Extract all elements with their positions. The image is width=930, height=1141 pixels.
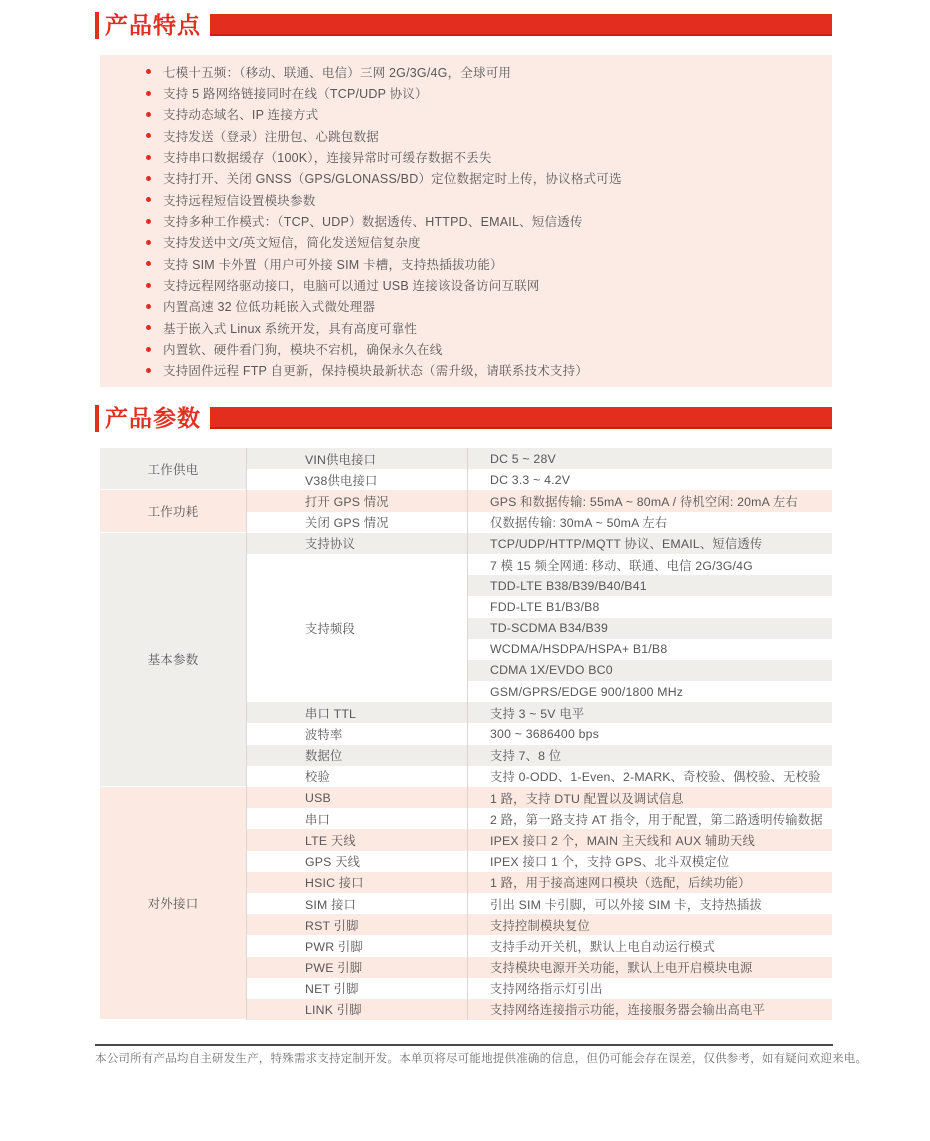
feature-item-text: 支持打开、关闭 GNSS（GPS/GLONASS/BD）定位数据定时上传，协议格式可选 — [163, 172, 622, 187]
feature-item — [100, 146, 832, 167]
param-category-cell: 基本参数 — [100, 533, 246, 787]
feature-item — [100, 210, 832, 231]
param-value-cell: 300 ~ 3686400 bps — [490, 727, 600, 742]
param-value-cell: 支持控制模块复位 — [467, 914, 832, 935]
param-name-cell: RST 引脚 — [246, 914, 467, 935]
param-name-cell: GPS 天线 — [305, 855, 361, 870]
param-name-cell: SIM 接口 — [305, 897, 357, 912]
param-category-cell: 工作供电 — [100, 448, 246, 490]
param-name-cell: 数据位 — [246, 745, 467, 766]
features-panel — [100, 55, 832, 387]
param-name-cell: 串口 — [305, 812, 330, 827]
param-value-cell: 支持 7、8 位 — [467, 745, 832, 766]
param-value-cell: IPEX 接口 2 个，MAIN 主天线和 AUX 辅助天线 — [467, 829, 832, 850]
param-name-cell: LINK 引脚 — [246, 999, 467, 1020]
param-name-cell: 串口 TTL — [246, 702, 467, 723]
feature-item — [100, 253, 832, 274]
param-value-cell: 支持网络连接指示功能，连接服务器会输出高电平 — [467, 999, 832, 1020]
title-accent-bar — [95, 12, 99, 39]
param-value-cell: DC 3.3 ~ 4.2V — [490, 472, 571, 487]
feature-item-text: 支持 5 路网络链接同时在线（TCP/UDP 协议） — [163, 87, 428, 102]
param-value-cell: FDD-LTE B1/B3/B8 — [490, 599, 600, 614]
feature-item — [100, 232, 832, 253]
param-value-cell: 7 模 15 频全网通: 移动、联通、电信 2G/3G/4G — [490, 558, 753, 573]
bullet-dot-icon — [146, 261, 151, 266]
param-category-cell: 工作功耗 — [100, 490, 246, 532]
feature-item — [100, 189, 832, 210]
feature-item — [100, 360, 832, 381]
feature-item-text: 支持远程网络驱动接口，电脑可以通过 USB 连接该设备访问互联网 — [163, 279, 540, 294]
feature-item-text: 支持发送（登录）注册包、心跳包数据 — [163, 129, 379, 144]
param-name-cell: VIN供电接口 — [246, 448, 467, 469]
bullet-dot-icon — [146, 112, 151, 117]
feature-item-text: 支持远程短信设置模块参数 — [163, 193, 316, 208]
param-name-cell: 支持协议 — [246, 533, 467, 554]
bullet-dot-icon — [146, 69, 151, 74]
param-value-cell: 支持手动开关机，默认上电自动运行模式 — [490, 939, 715, 954]
param-value-cell: 仅数据传输: 30mA ~ 50mA 左右 — [490, 516, 668, 531]
feature-item-text: 支持动态域名、IP 连接方式 — [163, 108, 319, 123]
param-value-cell: 引出 SIM 卡引脚，可以外接 SIM 卡，支持热插拔 — [490, 897, 762, 912]
param-name-cell: 校验 — [305, 770, 330, 785]
param-name-cell: 波特率 — [305, 728, 343, 743]
params-table — [100, 448, 832, 1020]
feature-item-text: 内置高速 32 位低功耗嵌入式微处理器 — [163, 300, 376, 315]
param-name-cell: PWE 引脚 — [246, 957, 467, 978]
features-section-title: 产品特点 — [105, 11, 201, 38]
title-accent-bar — [95, 405, 99, 432]
feature-item — [100, 82, 832, 103]
feature-item — [100, 61, 832, 82]
param-name-cell: V38供电接口 — [305, 473, 378, 488]
param-value-cell: CDMA 1X/EVDO BC0 — [467, 660, 832, 681]
param-value-cell: 2 路，第一路支持 AT 指令，用于配置，第二路透明传输数据 — [490, 812, 823, 827]
param-value-cell: 1 路，支持 DTU 配置以及调试信息 — [467, 787, 832, 808]
bullet-dot-icon — [146, 283, 151, 288]
param-value-cell: IPEX 接口 1 个，支持 GPS、北斗双模定位 — [490, 855, 730, 870]
bullet-dot-icon — [146, 304, 151, 309]
bullet-dot-icon — [146, 197, 151, 202]
feature-item — [100, 338, 832, 359]
param-category-cell: 对外接口 — [100, 787, 246, 1020]
param-name-cell: 打开 GPS 情况 — [246, 490, 467, 511]
param-value-cell: 支持 3 ~ 5V 电平 — [467, 702, 832, 723]
bullet-dot-icon — [146, 133, 151, 138]
features-list — [100, 61, 832, 381]
param-value-cell: WCDMA/HSDPA/HSPA+ B1/B8 — [490, 642, 668, 657]
param-name-cell: 关闭 GPS 情况 — [305, 516, 389, 531]
param-name-cell: USB — [246, 787, 467, 808]
param-name-cell: HSIC 接口 — [246, 872, 467, 893]
column-divider — [467, 448, 468, 1020]
bullet-dot-icon — [146, 91, 151, 96]
param-name-cell: LTE 天线 — [246, 829, 467, 850]
column-divider — [246, 448, 247, 1020]
features-section-header — [95, 11, 832, 39]
feature-item — [100, 317, 832, 338]
param-value-cell: TD-SCDMA B34/B39 — [467, 618, 832, 639]
param-value-cell: TDD-LTE B38/B39/B40/B41 — [467, 575, 832, 596]
param-value-cell: 1 路，用于接高速网口模块（选配，后续功能） — [467, 872, 832, 893]
footer-note: 本公司所有产品均自主研发生产，特殊需求支持定制开发。本单页将尽可能地提供准确的信息，但仍可能会存在误差，仅供参考，如有疑问欢迎来电。 — [95, 1053, 868, 1065]
params-section-header — [95, 404, 832, 432]
param-value-cell: GSM/GPRS/EDGE 900/1800 MHz — [490, 684, 684, 699]
param-name-cell: PWR 引脚 — [305, 939, 363, 954]
feature-item-text: 支持多种工作模式：（TCP、UDP）数据透传、HTTPD、EMAIL、短信透传 — [163, 215, 583, 230]
feature-item-text: 基于嵌入式 Linux 系统开发，具有高度可靠性 — [163, 321, 418, 336]
feature-item — [100, 104, 832, 125]
footer — [95, 1044, 868, 1066]
param-value-cell: DC 5 ~ 28V — [467, 448, 832, 469]
feature-item — [100, 168, 832, 189]
param-value-cell: GPS 和数据传输: 55mA ~ 80mA / 待机空闲: 20mA 左右 — [467, 490, 832, 511]
bullet-dot-icon — [146, 155, 151, 160]
bullet-dot-icon — [146, 240, 151, 245]
param-name-cell: 支持频段 — [305, 622, 355, 637]
param-value-cell: 支持模块电源开关功能，默认上电开启模块电源 — [467, 957, 832, 978]
header-fill-bar — [210, 14, 832, 36]
feature-item-text: 内置软、硬件看门狗，模块不宕机，确保永久在线 — [163, 343, 443, 358]
feature-item-text: 支持 SIM 卡外置（用户可外接 SIM 卡槽，支持热插拔功能） — [163, 257, 503, 272]
feature-item-text: 支持发送中文/英文短信，简化发送短信复杂度 — [163, 236, 421, 251]
param-value-cell: 支持 0-ODD、1-Even、2-MARK、奇校验、偶校验、无校验 — [490, 770, 821, 785]
bullet-dot-icon — [146, 347, 151, 352]
param-name-cell: NET 引脚 — [305, 982, 359, 997]
bullet-dot-icon — [146, 368, 151, 373]
bullet-dot-icon — [146, 325, 151, 330]
bullet-dot-icon — [146, 176, 151, 181]
feature-item-text: 支持串口数据缓存（100K），连接异常时可缓存数据不丢失 — [163, 151, 492, 166]
param-value-cell: 支持网络指示灯引出 — [490, 982, 603, 997]
feature-item-text: 七模十五频：（移动、联通、电信）三网 2G/3G/4G，全球可用 — [163, 65, 512, 80]
param-value-cell: TCP/UDP/HTTP/MQTT 协议、EMAIL、短信透传 — [467, 533, 832, 554]
feature-item — [100, 274, 832, 295]
feature-item — [100, 296, 832, 317]
bullet-dot-icon — [146, 219, 151, 224]
header-fill-bar — [210, 407, 832, 429]
feature-item — [100, 125, 832, 146]
params-section-title: 产品参数 — [105, 404, 201, 431]
feature-item-text: 支持固件远程 FTP 自更新，保持模块最新状态（需升级，请联系技术支持） — [163, 364, 589, 379]
